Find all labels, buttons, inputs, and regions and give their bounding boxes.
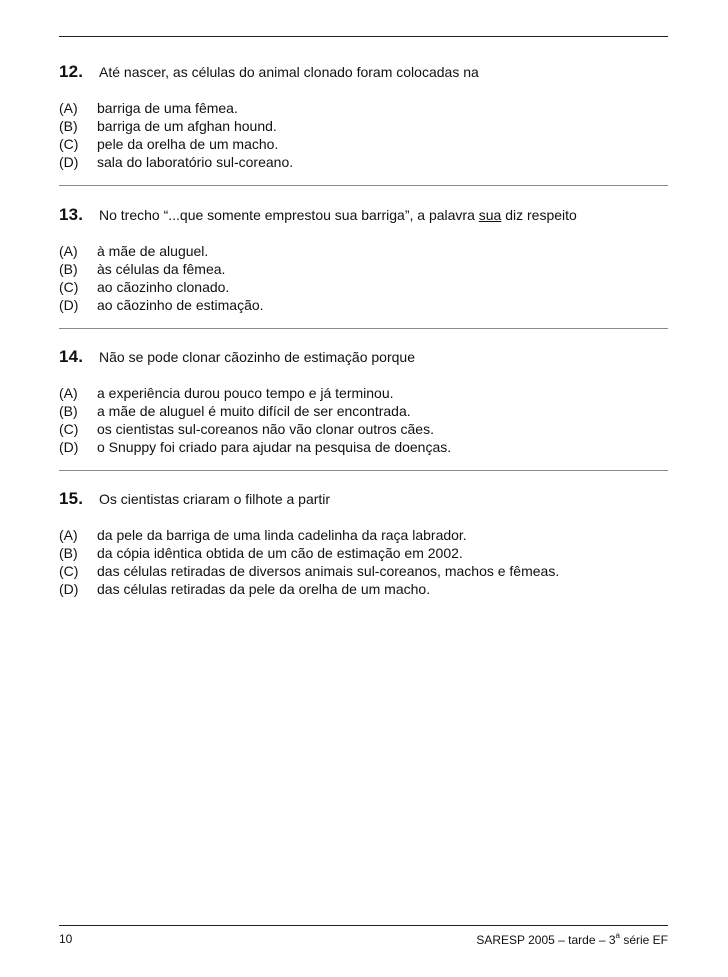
option-text: sala do laboratório sul-coreano. bbox=[97, 154, 294, 170]
question-header bbox=[59, 347, 679, 369]
option-b bbox=[59, 117, 679, 135]
footer-rule bbox=[59, 925, 668, 926]
option-list bbox=[59, 384, 679, 456]
option-c bbox=[59, 135, 679, 153]
option-letter: (A) bbox=[59, 385, 78, 401]
question-divider bbox=[59, 328, 668, 329]
option-b bbox=[59, 544, 679, 562]
exam-id-before: SARESP 2005 – tarde – 3 bbox=[476, 933, 616, 947]
stem-before: No trecho “...que somente emprestou sua barriga”, a palavra bbox=[99, 207, 479, 223]
option-letter: (C) bbox=[59, 136, 79, 152]
option-c bbox=[59, 562, 679, 580]
option-a bbox=[59, 242, 679, 260]
option-letter: (C) bbox=[59, 563, 79, 579]
option-text: a mãe de aluguel é muito difícil de ser encontrada. bbox=[97, 403, 411, 419]
option-d bbox=[59, 438, 679, 456]
option-b bbox=[59, 402, 679, 420]
option-c bbox=[59, 420, 679, 438]
page-number: 10 bbox=[59, 932, 73, 946]
option-d bbox=[59, 296, 679, 314]
option-letter: (C) bbox=[59, 421, 79, 437]
option-letter: (C) bbox=[59, 279, 79, 295]
option-letter: (D) bbox=[59, 439, 79, 455]
question-stem: Os cientistas criaram o filhote a partir bbox=[99, 491, 331, 507]
option-list bbox=[59, 99, 679, 171]
option-text: da pele da barriga de uma linda cadelinha da raça labrador. bbox=[97, 527, 467, 543]
question-stem: Não se pode clonar cãozinho de estimação porque bbox=[99, 349, 415, 365]
option-letter: (A) bbox=[59, 243, 78, 259]
question-header bbox=[59, 489, 679, 511]
option-text: às células da fêmea. bbox=[97, 261, 226, 277]
question-stem: Até nascer, as células do animal clonado foram colocadas na bbox=[99, 64, 479, 80]
stem-underlined-word: sua bbox=[478, 207, 502, 223]
question-divider bbox=[59, 470, 668, 471]
option-list bbox=[59, 242, 679, 314]
exam-identifier bbox=[476, 932, 668, 947]
exam-id-after: série EF bbox=[619, 933, 668, 947]
question-stem bbox=[99, 207, 577, 223]
option-b bbox=[59, 260, 679, 278]
question-divider bbox=[59, 185, 668, 186]
question-number: 14. bbox=[59, 347, 84, 366]
option-text: das células retiradas da pele da orelha de um macho. bbox=[97, 581, 431, 597]
question-number: 12. bbox=[59, 62, 84, 81]
option-a bbox=[59, 384, 679, 402]
option-text: pele da orelha de um macho. bbox=[97, 136, 279, 152]
option-letter: (A) bbox=[59, 100, 78, 116]
question-number: 15. bbox=[59, 489, 84, 508]
option-c bbox=[59, 278, 679, 296]
option-text: barriga de uma fêmea. bbox=[97, 100, 238, 116]
option-text: ao cãozinho clonado. bbox=[97, 279, 230, 295]
header-rule bbox=[59, 36, 668, 37]
stem-after: diz respeito bbox=[501, 207, 577, 223]
option-text: os cientistas sul-coreanos não vão clonar outros cães. bbox=[97, 421, 434, 437]
question-12 bbox=[59, 62, 679, 171]
option-a bbox=[59, 526, 679, 544]
question-15 bbox=[59, 489, 679, 598]
option-letter: (D) bbox=[59, 297, 79, 313]
option-text: barriga de um afghan hound. bbox=[97, 118, 277, 134]
question-14 bbox=[59, 347, 679, 456]
exam-id-superscript: a bbox=[615, 931, 620, 940]
option-letter: (B) bbox=[59, 403, 78, 419]
option-text: ao cãozinho de estimação. bbox=[97, 297, 264, 313]
option-text: o Snuppy foi criado para ajudar na pesquisa de doenças. bbox=[97, 439, 452, 455]
question-13 bbox=[59, 205, 679, 314]
question-number: 13. bbox=[59, 205, 84, 224]
option-letter: (B) bbox=[59, 118, 78, 134]
option-d bbox=[59, 580, 679, 598]
option-letter: (D) bbox=[59, 154, 79, 170]
option-text: à mãe de aluguel. bbox=[97, 243, 209, 259]
option-letter: (B) bbox=[59, 261, 78, 277]
option-a bbox=[59, 99, 679, 117]
option-text: das células retiradas de diversos animais sul-coreanos, machos e fêmeas. bbox=[97, 563, 560, 579]
option-list bbox=[59, 526, 679, 598]
option-letter: (B) bbox=[59, 545, 78, 561]
question-header bbox=[59, 205, 679, 227]
option-letter: (A) bbox=[59, 527, 78, 543]
question-header bbox=[59, 62, 679, 84]
option-text: a experiência durou pouco tempo e já terminou. bbox=[97, 385, 394, 401]
option-text: da cópia idêntica obtida de um cão de estimação em 2002. bbox=[97, 545, 463, 561]
option-d bbox=[59, 153, 679, 171]
option-letter: (D) bbox=[59, 581, 79, 597]
